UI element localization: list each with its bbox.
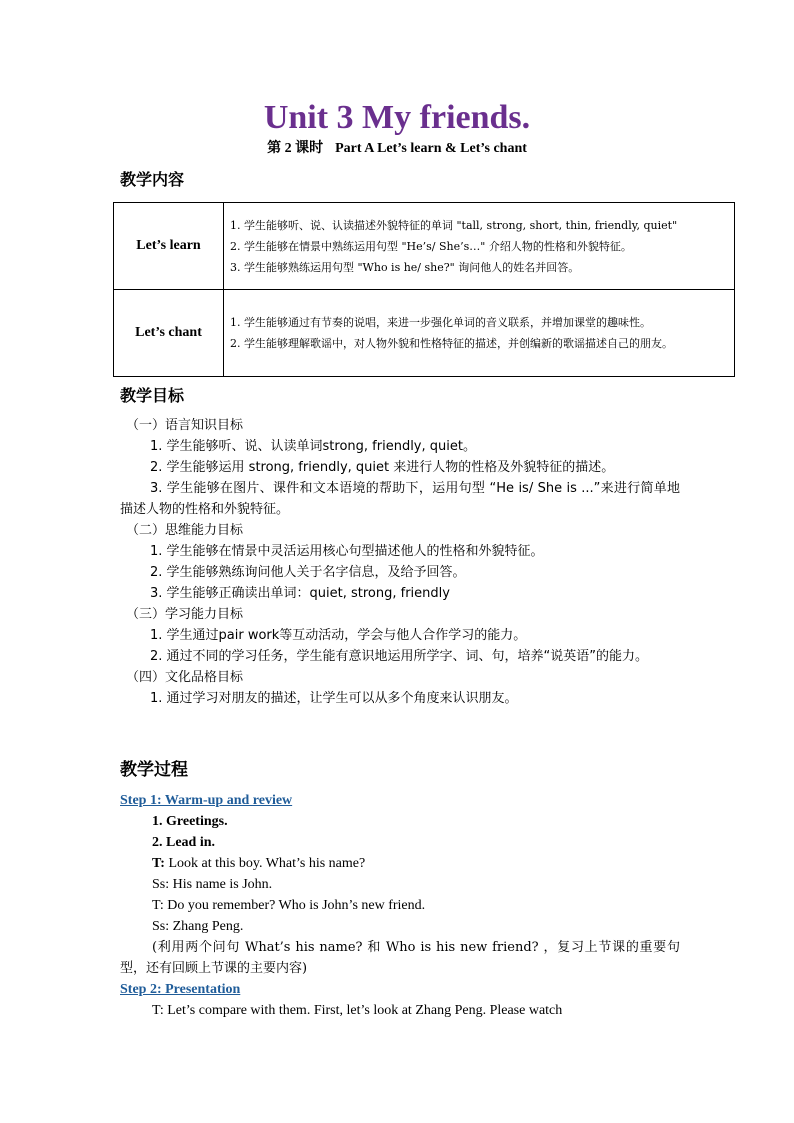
goal-item: 2. 通过不同的学习任务，学生能有意识地运用所学字、词、句，培养“说英语”的能力。 xyxy=(150,649,649,664)
lead-in-line: 2. Lead in. xyxy=(152,835,216,850)
table-row xyxy=(114,203,735,290)
lesson-number: 第 2 课时 xyxy=(267,141,324,156)
desc-line: 3. 学生能够熟练运用句型 "Who is he/ she?" 询问他人的姓名并回答。 xyxy=(230,260,580,274)
lesson-subtitle xyxy=(0,140,794,158)
dialogue-line: Ss: Zhang Peng. xyxy=(152,919,244,934)
dialogue-text: Look at this boy. What’s his name? xyxy=(164,856,366,871)
dialogue-line xyxy=(120,853,680,874)
desc-line: 2. 学生能够理解歌谣中，对人物外貌和性格特征的描述，并创编新的歌谣描述自己的朋友。 xyxy=(230,337,673,350)
step-1-title: Step 1: Warm-up and review xyxy=(120,793,293,808)
goal-group-title: （四）文化品格目标 xyxy=(126,670,244,685)
content-heading: 教学内容 xyxy=(120,170,185,189)
desc-line: 2. 学生能够在情景中熟练运用句型 "He’s/ She’s…" 介绍人物的性格和外貌特征。 xyxy=(230,239,632,253)
goal-item: 1. 通过学习对朋友的描述，让学生可以从多个角度来认识朋友。 xyxy=(150,691,518,706)
goal-item: 3. 学生能够正确读出单词：quiet, strong, friendly xyxy=(150,586,450,601)
lesson-part: Part A Let’s learn & Let’s chant xyxy=(335,141,527,156)
row-description xyxy=(224,290,735,377)
goal-item: 1. 学生能够在情景中灵活运用核心句型描述他人的性格和外貌特征。 xyxy=(150,544,544,559)
goal-item: 2. 学生能够熟练询问他人关于名字信息，及给予回答。 xyxy=(150,565,466,580)
dialogue-line: Ss: His name is John. xyxy=(152,877,273,892)
teaching-note: (利用两个问句 What’s his name? 和 Who is his new friend? ，复习上节课的重要句型，还有回顾上节课的主要内容) xyxy=(120,940,680,976)
goal-group-title: （二）思维能力目标 xyxy=(126,523,244,538)
dialogue-line: T: Do you remember? Who is John’s new friend. xyxy=(152,898,426,913)
content-table xyxy=(113,202,735,377)
document-title: Unit 3 My friends. xyxy=(263,99,531,136)
goal-item: 3. 学生能够在图片、课件和文本语境的帮助下，运用句型 “He is/ She is ...”来进行简单地描述人物的性格和外貌特征。 xyxy=(120,481,680,517)
process-content xyxy=(120,790,680,1021)
table-row xyxy=(114,290,735,377)
dialogue-line: T: Let’s compare with them. First, let’s look at Zhang Peng. Please watch xyxy=(152,1003,563,1018)
teacher-label: T: xyxy=(152,856,165,871)
row-description xyxy=(224,203,735,290)
row-label: Let’s learn xyxy=(114,203,224,290)
process-heading: 教学过程 xyxy=(120,760,188,780)
desc-line: 1. 学生能够通过有节奏的说唱，来进一步强化单词的音义联系，并增加课堂的趣味性。 xyxy=(230,316,651,329)
goal-group-title: （三）学习能力目标 xyxy=(126,607,244,622)
row-label: Let’s chant xyxy=(114,290,224,377)
goal-group-title: （一）语言知识目标 xyxy=(126,418,244,433)
goals-list xyxy=(120,415,680,709)
goals-heading: 教学目标 xyxy=(120,386,185,405)
goal-item: 2. 学生能够运用 strong, friendly, quiet 来进行人物的性格及外貌特征的描述。 xyxy=(150,460,615,475)
desc-line: 1. 学生能够听、说、认读描述外貌特征的单词 "tall, strong, short, thin, friendly, quiet" xyxy=(230,218,678,232)
step-2-title: Step 2: Presentation xyxy=(120,982,241,997)
goal-item: 1. 学生能够听、说、认读单词strong, friendly, quiet。 xyxy=(150,439,476,454)
goal-item: 1. 学生通过pair work等互动活动，学会与他人合作学习的能力。 xyxy=(150,628,527,643)
greetings-line: 1. Greetings. xyxy=(152,814,228,829)
